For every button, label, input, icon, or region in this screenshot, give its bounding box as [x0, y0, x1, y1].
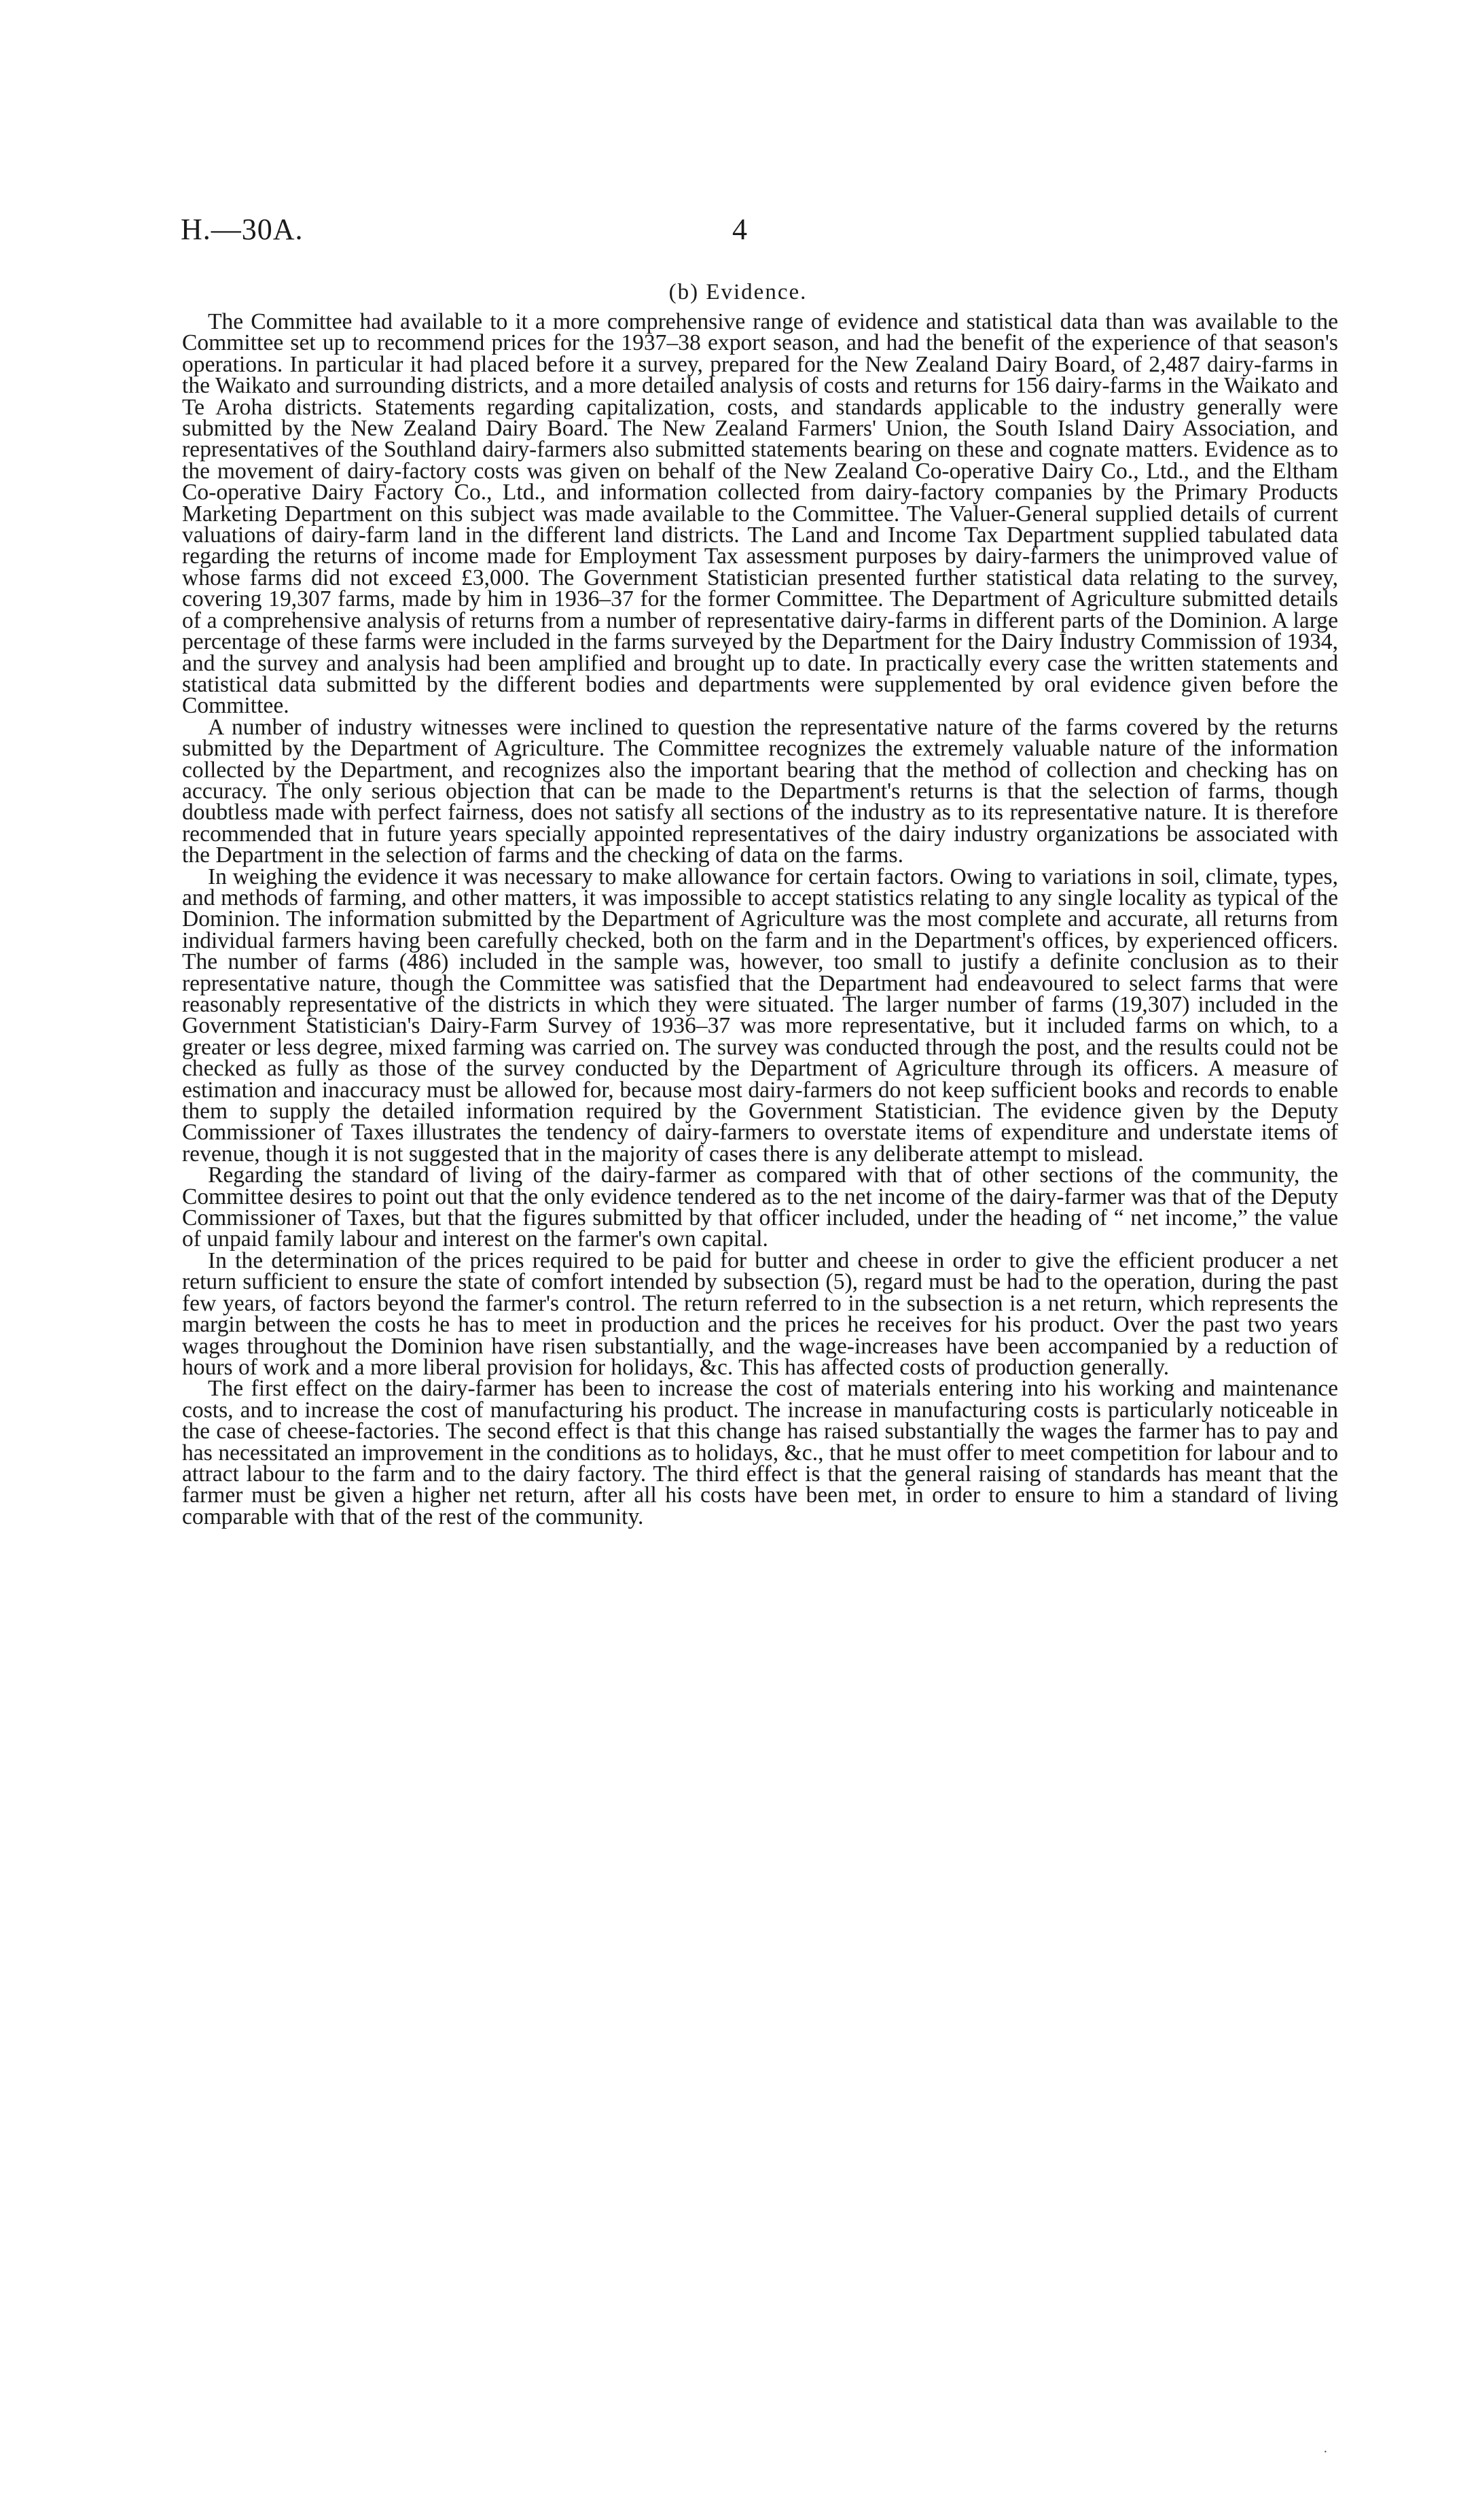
document-reference: H.—30A.: [181, 213, 304, 246]
paragraph: The Committee had available to it a more comprehensive range of evidence and statistical data than was available to the Committee set up to recommend prices for the 1937–38 export season, and had the benefit of the experience of that season's operations. In particular it had placed before it a survey, prepared for the New Zealand Dairy Board, of 2,487 dairy-farms in the Waikato and surrounding districts, and a more detailed analysis of costs and returns for 156 dairy-farms in the Waikato and Te Aroha districts. Statements regarding capitalization, costs, and standards applicable to the industry generally were submitted by the New Zealand Dairy Board. The New Zealand Farmers' Union, the South Island Dairy Association, and representatives of the Southland dairy-farmers also submitted statements bearing on these and cognate matters. Evidence as to the movement of dairy-factory costs was given on behalf of the New Zealand Co-operative Dairy Co., Ltd., and the Eltham Co-operative Dairy Factory Co., Ltd., and information collected from dairy-factory companies by the Primary Products Marketing Department on this subject was made available to the Committee. The Valuer-General supplied details of current valuations of dairy-farm land in the different land districts. The Land and Income Tax Department supplied tabulated data regarding the returns of income made for Employment Tax assessment purposes by dairy-farmers the unimproved value of whose farms did not exceed £3,000. The Government Statistician presented further statistical data relating to the survey, covering 19,307 farms, made by him in 1936–37 for the former Committee. The Department of Agriculture submitted details of a comprehensive analysis of returns from a number of representative dairy-farms in different parts of the Dominion. A large percentage of these farms were included in the farms surveyed by the Department for the Dairy Industry Commission of 1934, and the survey and analysis had been amplified and brought up to date. In practically every case the written statements and statistical data submitted by the different bodies and departments were supplemented by oral evidence given before the Committee.: [182, 309, 1338, 719]
page-number: 4: [732, 213, 747, 246]
paragraph: The first effect on the dairy-farmer has been to increase the cost of materials entering into his working and maintenance costs, and to increase the cost of manufacturing his product. The increase in manufacturing costs is particularly noticeable in the case of cheese-factories. The second effect is that this change has raised substantially the wages the farmer has to pay and has necessitated an improvement in the conditions as to holidays, &c., that he must offer to meet competition for labour and to attract labour to the farm and to the dairy factory. The third effect is that the general raising of standards has meant that the farmer must be given a higher net return, after all his costs have been met, in order to ensure to him a standard of living comparable with that of the rest of the community.: [182, 1376, 1338, 1529]
section-heading: (b) Evidence.: [668, 280, 808, 304]
body-text: [182, 311, 1338, 1527]
paragraph: In weighing the evidence it was necessary to make allowance for certain factors. Owing to variations in soil, climate, types, and methods of farming, and other matters, it was impossible to accept statistics relating to any single locality as typical of the Dominion. The information submitted by the Department of Agriculture was the most complete and accurate, all returns from individual farmers having been carefully checked, both on the farm and in the Department's offices, by experienced officers. The number of farms (486) included in the sample was, however, too small to justify a definite conclusion as to their representative nature, though the Committee was satisfied that the Department had endeavoured to select farms that were reasonably representative of the districts in which they were situated. The larger number of farms (19,307) included in the Government Statistician's Dairy-Farm Survey of 1936–37 was more representative, but it included farms on which, to a greater or less degree, mixed farming was carried on. The survey was conducted through the post, and the results could not be checked as fully as those of the survey conducted by the Department of Agriculture through its officers. A measure of estimation and inaccuracy must be allowed for, because most dairy-farmers do not keep sufficient books and records to enable them to supply the detailed information required by the Government Statistician. The evidence given by the Deputy Commissioner of Taxes illustrates the tendency of dairy-farmers to overstate items of expenditure and understate items of revenue, though it is not suggested that in the majority of cases there is any deliberate attempt to mislead.: [182, 864, 1338, 1167]
paragraph: A number of industry witnesses were inclined to question the representative nature of the farms covered by the returns submitted by the Department of Agriculture. The Committee recognizes the extremely valuable nature of the information collected by the Department, and recognizes also the important bearing that the method of collection and checking has on accuracy. The only serious objection that can be made to the Department's returns is that the selection of farms, though doubtless made with perfect fairness, does not satisfy all sections of the industry as to its representative nature. It is therefore recommended that in future years specially appointed representatives of the dairy industry organizations be associated with the Department in the selection of farms and the checking of data on the farms.: [182, 714, 1338, 868]
paragraph: In the determination of the prices required to be paid for butter and cheese in order to give the efficient producer a net return sufficient to ensure the state of comfort intended by subsection (5), regard must be had to the operation, during the past few years, of factors beyond the farmer's control. The return referred to in the subsection is a net return, which represents the margin between the costs he has to meet in production and the prices he receives for his product. Over the past two years wages throughout the Dominion have risen substantially, and the wage-increases have been accompanied by a reduction of hours of work and a more liberal provision for holidays, &c. This has affected costs of production generally.: [182, 1247, 1338, 1380]
paragraph: Regarding the standard of living of the dairy-farmer as compared with that of other sections of the community, the Committee desires to point out that the only evidence tendered as to the net income of the dairy-farmer was that of the Deputy Commissioner of Taxes, but that the figures submitted by that officer included, under the heading of “ net income,” the value of unpaid family labour and interest on the farmer's own capital.: [182, 1163, 1338, 1252]
footer-mark: ·: [1323, 2445, 1328, 2460]
